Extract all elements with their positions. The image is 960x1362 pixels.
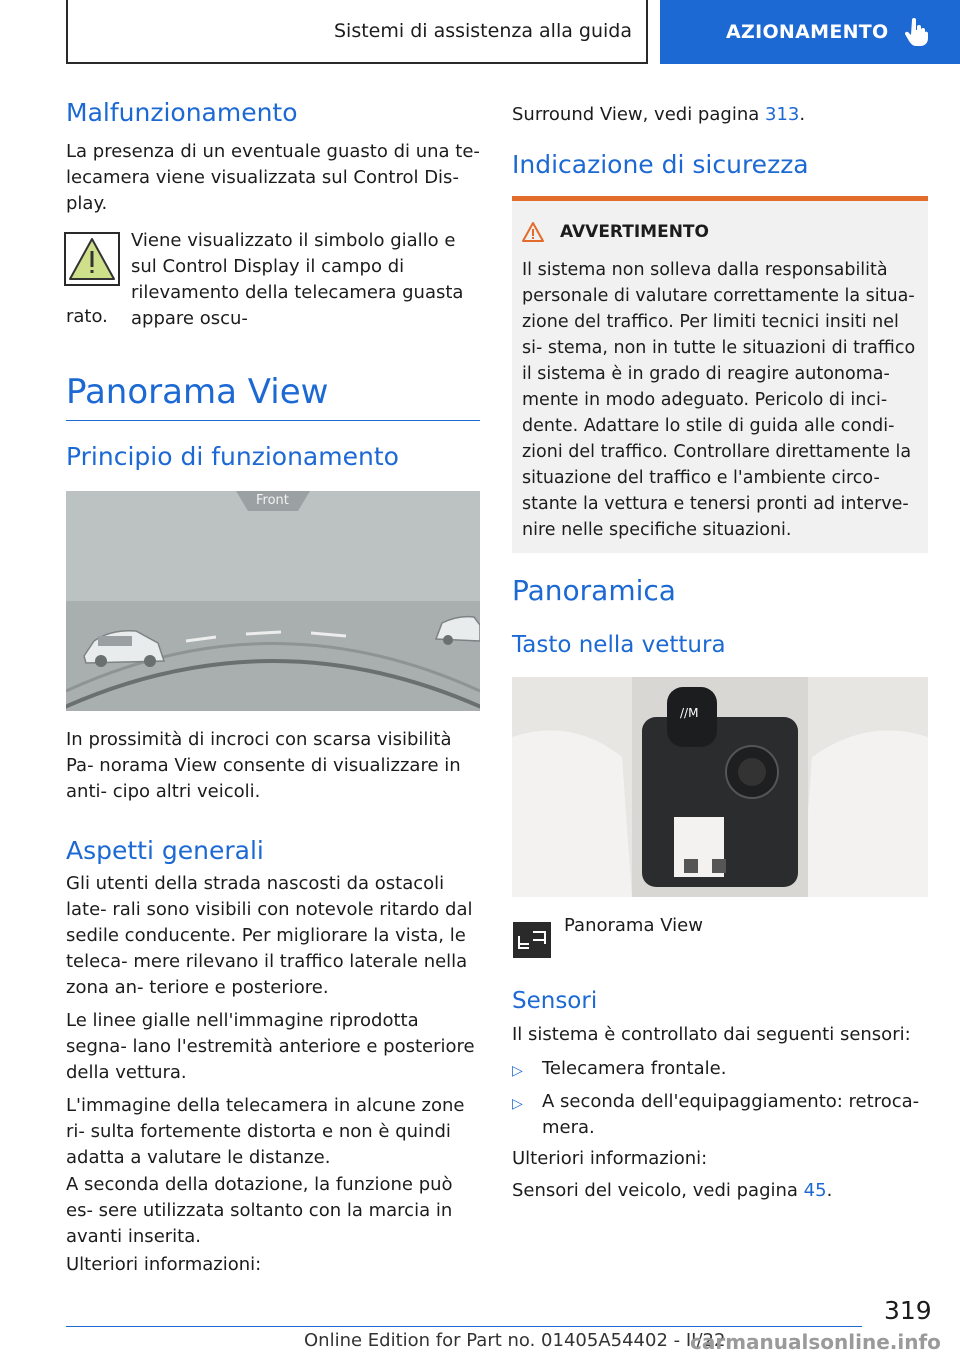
camera-front-label: Front — [256, 493, 289, 508]
further-info-left: Ulteriori informazioni: — [66, 1254, 262, 1275]
malfunction-icon-text-tail: rato. — [66, 306, 108, 327]
warning-triangle-icon — [64, 232, 120, 286]
warning-box — [512, 196, 928, 553]
warning-title: AVVERTIMENTO — [560, 222, 709, 242]
panorama-view-button-icon — [512, 921, 552, 959]
general-aspects-heading: Aspetti generali — [66, 836, 264, 865]
bullet-arrow-icon: ▷ — [512, 1063, 523, 1079]
general-aspects-p1: Gli utenti della strada nascosti da ostacoli late- rali sono visibili con notevole ritardo dal sedile conducente. Per migliorare la vista, le teleca- mere rilevano il traffico laterale nella zona an- teriore e posteriore. — [66, 873, 473, 998]
surround-view-page-link[interactable]: 313 — [765, 104, 800, 125]
warning-title-row — [522, 222, 709, 242]
panorama-view-heading: Panorama View — [66, 372, 329, 412]
svg-text://M: //M — [680, 706, 699, 720]
general-aspects-p3: L'immagine della telecamera in alcune zone ri- sulta fortemente distorta e non è quindi adatta a valutare le distanze. — [66, 1095, 465, 1168]
surround-view-ref: Surround View, vedi pagina 313. — [512, 104, 806, 125]
sensors-page-link[interactable]: 45 — [803, 1180, 827, 1201]
sensor-bullet-1-text: Telecamera frontale. — [542, 1058, 727, 1079]
overview-heading: Panoramica — [512, 574, 676, 607]
button-in-car-heading: Tasto nella vettura — [512, 632, 726, 658]
sensors-ref: Sensori del veicolo, vedi pagina 45. — [512, 1180, 833, 1201]
button-caption: Panorama View — [564, 915, 703, 936]
sensors-intro: Il sistema è controllato dai seguenti sensori: — [512, 1024, 911, 1045]
sensors-ref-text: Sensori del veicolo, vedi pagina — [512, 1180, 798, 1201]
chapter-title: AZIONAMENTO — [726, 21, 889, 43]
warning-text: Il sistema non solleva dalla responsabilità personale di valutare correttamente la situa- zione del traffico. Per limiti tecnici insiti nel si- stema, non in tutte le situazioni di traffico il sistema è in grado di reagire autonoma- mente in modo adeguato. Pericolo di inci- dente. Adattare lo stile di guida alle condi- zioni del traffico. Controllare direttamente la situazione del traffico e l'ambiente circo- stante la vettura e tenersi pronti ad interve- nire nelle specifiche situazioni. — [522, 260, 916, 540]
malfunction-heading: Malfunzionamento — [66, 98, 298, 127]
pointing-hand-icon — [903, 18, 929, 46]
center-console-illustration — [512, 677, 928, 897]
page-number: 319 — [884, 1296, 932, 1325]
principle-heading: Principio di funzionamento — [66, 442, 399, 471]
sensor-bullet-1 — [512, 1056, 928, 1084]
bullet-arrow-icon: ▷ — [512, 1096, 523, 1112]
header-section-title — [66, 0, 648, 64]
warning-icon — [522, 222, 544, 242]
warning-accent-bar — [512, 196, 928, 201]
principle-text: In prossimità di incroci con scarsa visibilità Pa- norama View consente di visualizzare in anti- cipo altri veicoli. — [66, 729, 461, 802]
camera-view-illustration — [66, 491, 480, 711]
safety-heading: Indicazione di sicurezza — [512, 150, 809, 179]
sensor-bullet-2 — [512, 1089, 928, 1141]
further-info-right: Ulteriori informazioni: — [512, 1148, 708, 1169]
malfunction-icon-text: Viene visualizzato il simbolo giallo e sul Control Display il campo di rilevamento della telecamera guasta appare oscu- — [131, 230, 464, 329]
general-aspects-p4: A seconda della dotazione, la funzione può es- sere utilizzata soltanto con la marcia in avanti inserita. — [66, 1174, 453, 1247]
footer-rule — [66, 1326, 862, 1327]
header-chapter-tab — [660, 0, 960, 64]
panorama-camera-view — [66, 491, 480, 711]
footer-edition: Online Edition for Part no. 01405A54402 - II/22 — [304, 1330, 726, 1351]
surround-view-text: Surround View, vedi pagina — [512, 104, 760, 125]
watermark: carmanualsonline.info — [690, 1330, 941, 1354]
section-title: Sistemi di assistenza alla guida — [333, 20, 632, 42]
sensor-bullet-2-text: A seconda dell'equipaggiamento: retroca- mera. — [542, 1091, 920, 1138]
heading-rule — [66, 420, 480, 421]
center-console-photo — [512, 677, 928, 897]
general-aspects-p2: Le linee gialle nell'immagine riprodotta segna- lano l'estremità anteriore e posteriore della vettura. — [66, 1010, 475, 1083]
malfunction-text: La presenza di un eventuale guasto di una te- lecamera viene visualizzata sul Control Dis- play. — [66, 141, 480, 214]
sensors-heading: Sensori — [512, 988, 598, 1014]
